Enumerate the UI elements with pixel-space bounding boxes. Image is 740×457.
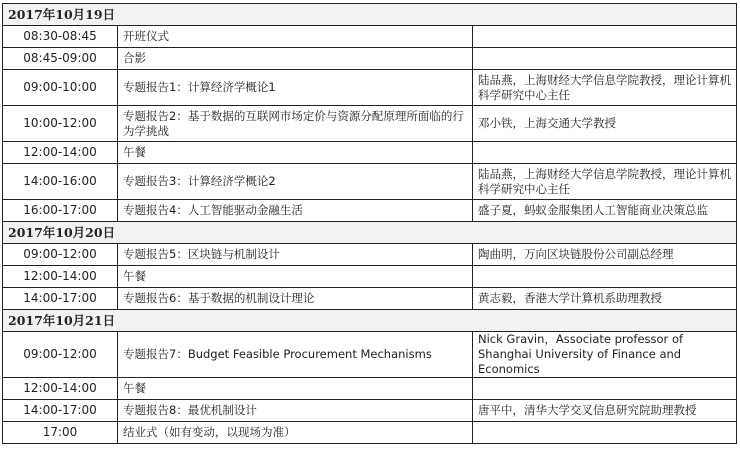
session-speaker: 黄志毅，香港大学计算机系助理教授 [473,288,737,310]
session-time: 14:00-17:00 [3,400,118,422]
session-time: 12:00-14:00 [3,266,118,288]
session-speaker: 盛子夏，蚂蚁金服集团人工智能商业决策总监 [473,200,737,222]
session-time: 09:00-12:00 [3,244,118,266]
session-speaker: 唐平中，清华大学交叉信息研究院助理教授 [473,400,737,422]
session-row [3,48,737,70]
session-row [3,142,737,164]
session-row [3,200,737,222]
session-time: 12:00-14:00 [3,378,118,400]
session-time: 09:00-10:00 [3,70,118,106]
session-time: 12:00-14:00 [3,142,118,164]
schedule-body [3,4,737,444]
session-topic: 专题报告4：人工智能驱动金融生活 [118,200,473,222]
session-topic: 结业式（如有变动，以现场为准） [118,422,473,444]
date-heading: 2017年10月21日 [3,310,737,332]
session-row [3,332,737,378]
session-row [3,106,737,142]
session-speaker [473,422,737,444]
session-time: 08:45-09:00 [3,48,118,70]
session-row [3,26,737,48]
session-time: 17:00 [3,422,118,444]
session-row [3,266,737,288]
session-speaker [473,48,737,70]
session-row [3,288,737,310]
session-speaker [473,142,737,164]
session-row [3,422,737,444]
session-topic: 午餐 [118,378,473,400]
session-row [3,378,737,400]
session-topic: 专题报告2：基于数据的互联网市场定价与资源分配原理所面临的行为学挑战 [118,106,473,142]
session-row [3,244,737,266]
session-time: 09:00-12:00 [3,332,118,378]
session-row [3,400,737,422]
session-speaker [473,26,737,48]
session-topic: 午餐 [118,142,473,164]
session-speaker [473,378,737,400]
session-topic: 专题报告6：基于数据的机制设计理论 [118,288,473,310]
date-row [3,222,737,244]
session-time: 08:30-08:45 [3,26,118,48]
session-topic: 专题报告7：Budget Feasible Procurement Mechanisms [118,332,473,378]
session-time: 14:00-16:00 [3,164,118,200]
date-heading: 2017年10月20日 [3,222,737,244]
session-topic: 午餐 [118,266,473,288]
session-speaker: 陶曲明，万向区块链股份公司副总经理 [473,244,737,266]
session-topic: 专题报告5：区块链与机制设计 [118,244,473,266]
session-row [3,164,737,200]
session-time: 10:00-12:00 [3,106,118,142]
session-speaker [473,266,737,288]
session-topic: 合影 [118,48,473,70]
session-speaker: 邓小铁，上海交通大学教授 [473,106,737,142]
session-time: 14:00-17:00 [3,288,118,310]
schedule-table [2,3,737,444]
session-time: 16:00-17:00 [3,200,118,222]
date-row [3,4,737,26]
session-topic: 开班仪式 [118,26,473,48]
session-topic: 专题报告8：最优机制设计 [118,400,473,422]
date-row [3,310,737,332]
session-topic: 专题报告1：计算经济学概论1 [118,70,473,106]
session-topic: 专题报告3：计算经济学概论2 [118,164,473,200]
session-speaker: 陆品燕，上海财经大学信息学院教授，理论计算机科学研究中心主任 [473,164,737,200]
date-heading: 2017年10月19日 [3,4,737,26]
session-speaker: Nick Gravin，Associate professor of Shanghai University of Finance and Economics [473,332,737,378]
session-speaker: 陆品燕，上海财经大学信息学院教授，理论计算机科学研究中心主任 [473,70,737,106]
session-row [3,70,737,106]
